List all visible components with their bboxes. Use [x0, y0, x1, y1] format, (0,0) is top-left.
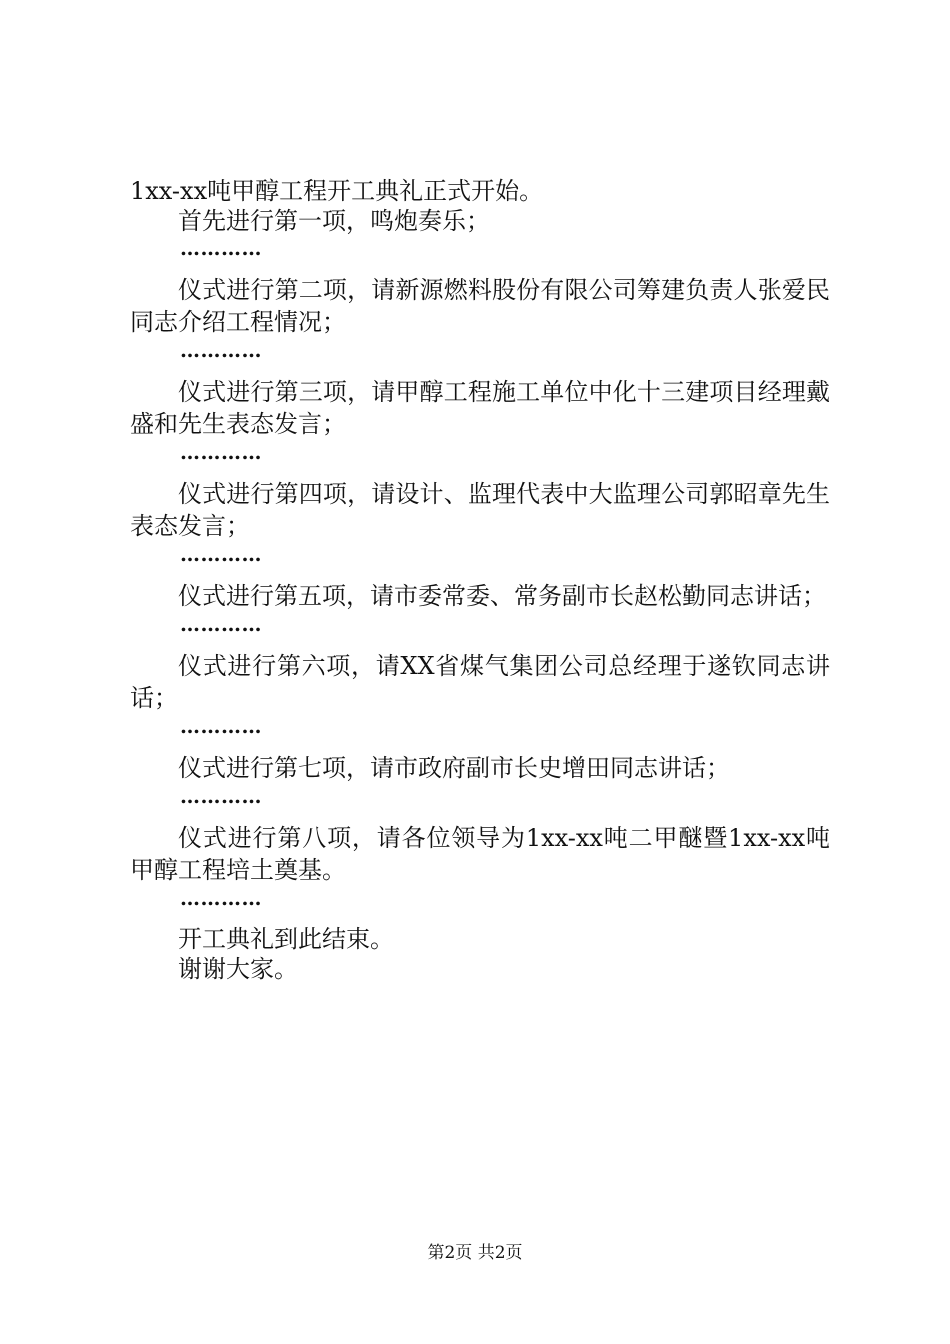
separator-dots: …………: [180, 612, 262, 636]
opening-line: 1xx-xx吨甲醇工程开工典礼正式开始。: [130, 177, 544, 205]
separator-dots: …………: [180, 440, 262, 464]
first-item-line: 首先进行第一项，鸣炮奏乐；: [178, 207, 490, 235]
item-7-paragraph: 仪式进行第七项，请市政府副市长史增田同志讲话；: [178, 754, 730, 782]
document-body: [130, 176, 830, 984]
separator-dots: …………: [180, 236, 262, 260]
separator-dots: …………: [180, 784, 262, 808]
closing-line: 开工典礼到此结束。: [178, 925, 394, 953]
separator-dots: …………: [180, 338, 262, 362]
thanks-line: 谢谢大家。: [178, 955, 298, 983]
item-2-paragraph: 仪式进行第二项，请新源燃料股份有限公司筹建负责人张爱民同志介绍工程情况；: [130, 276, 830, 336]
separator-dots: …………: [180, 542, 262, 566]
item-3-paragraph: 仪式进行第三项，请甲醇工程施工单位中化十三建项目经理戴盛和先生表态发言；: [130, 378, 830, 438]
item-8-paragraph: 仪式进行第八项，请各位领导为1xx-xx吨二甲醚暨1xx-xx吨甲醇工程培土奠基。: [130, 824, 830, 884]
page-number-footer: 第2页 共2页: [427, 1243, 523, 1263]
item-6-paragraph: 仪式进行第六项，请XX省煤气集团公司总经理于遂钦同志讲话；: [130, 652, 830, 712]
separator-dots: …………: [180, 886, 262, 910]
item-5-paragraph: 仪式进行第五项，请市委常委、常务副市长赵松勤同志讲话；: [178, 582, 826, 610]
item-4-paragraph: 仪式进行第四项，请设计、监理代表中大监理公司郭昭章先生表态发言；: [130, 480, 830, 540]
separator-dots: …………: [180, 714, 262, 738]
